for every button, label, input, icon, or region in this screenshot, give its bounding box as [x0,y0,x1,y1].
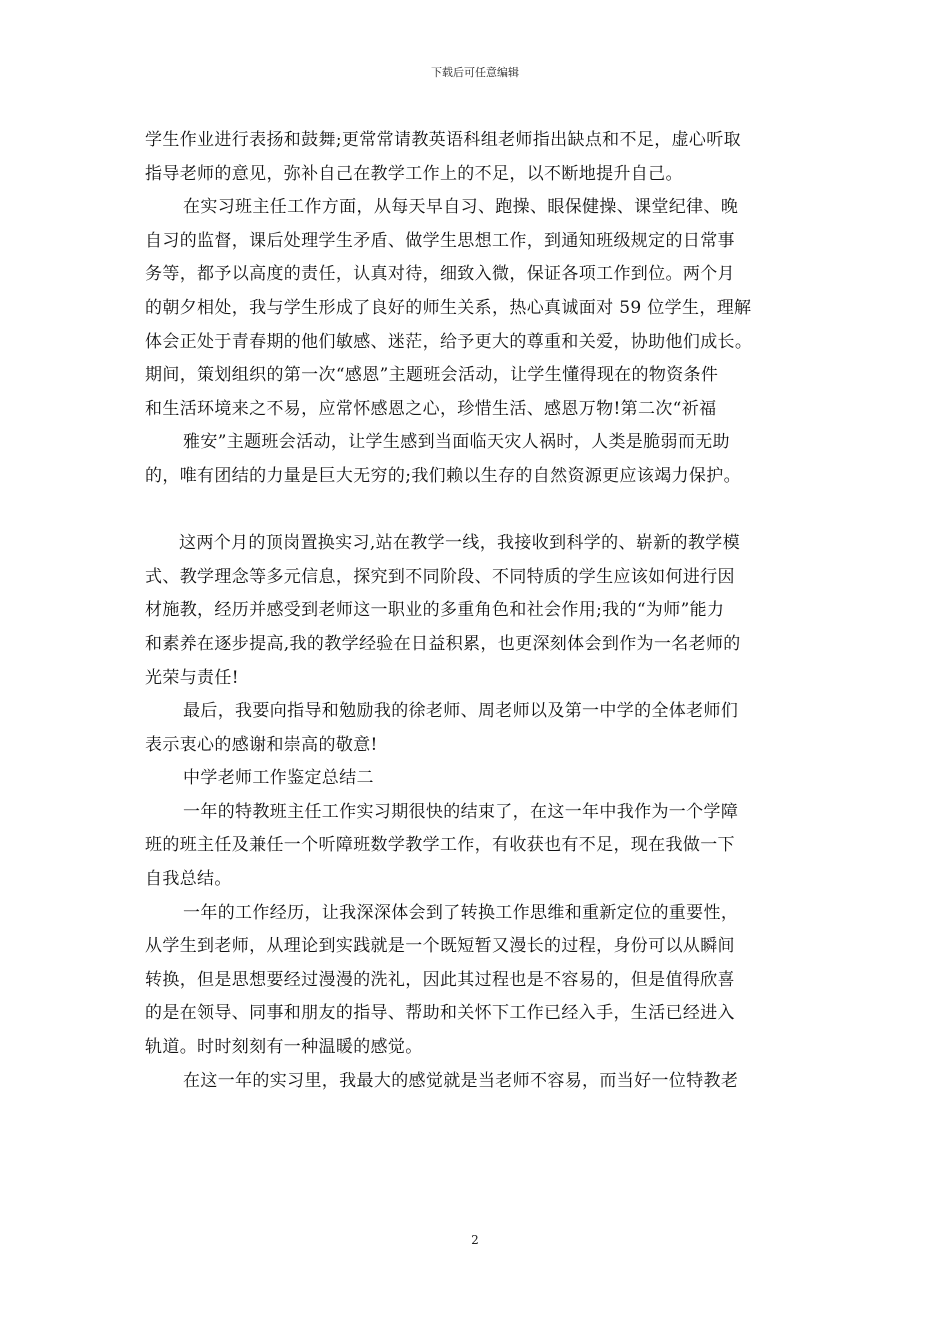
text-line: 的是在领导、同事和朋友的指导、帮助和关怀下工作已经入手，生活已经进入 [145,1003,735,1024]
document-body [145,124,815,1098]
text-line: 和素养在逐步提高,我的教学经验在日益积累，也更深刻体会到作为一名老师的 [145,633,741,654]
text-line: 这两个月的顶岗置换实习,站在教学一线，我接收到科学的、崭新的教学模 [179,533,740,554]
text-line: 务等，都予以高度的责任，认真对待，细致入微，保证各项工作到位。两个月 [145,264,735,285]
page-header: 下载后可任意编辑 [431,66,519,79]
text-line: 从学生到老师，从理论到实践就是一个既短暂又漫长的过程，身份可以从瞬间 [145,936,735,957]
text-line: 的朝夕相处，我与学生形成了良好的师生关系，热心真诚面对 59 位学生，理解 [145,297,752,318]
section-title: 中学老师工作鉴定总结二 [183,768,374,789]
text-line: 学生作业进行表扬和鼓舞;更常常请教英语科组老师指出缺点和不足，虚心听取 [145,130,741,150]
text-line: 班的班主任及兼任一个听障班数学教学工作，有收获也有不足，现在我做一下 [145,835,735,856]
text-line: 转换，但是思想要经过漫漫的洗礼，因此其过程也是不容易的，但是值得欣喜 [145,969,735,990]
text-line: 和生活环境来之不易，应常怀感恩之心，珍惜生活、感恩万物!第二次“祈福 [145,398,717,419]
text-line: 光荣与责任! [145,667,239,688]
text-line: 表示衷心的感谢和崇高的敬意! [145,734,378,755]
text-line: 在这一年的实习里，我最大的感觉就是当老师不容易，而当好一位特教老 [183,1070,739,1091]
text-line: 一年的工作经历，让我深深体会到了转换工作思维和重新定位的重要性， [183,902,739,923]
text-line: 指导老师的意见，弥补自己在教学工作上的不足，以不断地提升自己。 [145,163,683,184]
text-line: 期间，策划组织的第一次“感恩”主题班会活动，让学生懂得现在的物资条件 [145,365,719,386]
text-line: 式、教学理念等多元信息，探究到不同阶段、不同特质的学生应该如何进行因 [145,566,735,587]
text-line: 雅安”主题班会活动，让学生感到当面临天灾人祸时，人类是脆弱而无助 [183,432,730,453]
text-line: 自习的监督，课后处理学生矛盾、做学生思想工作，到通知班级规定的日常事 [145,230,735,251]
text-line: 材施教，经历并感受到老师这一职业的多重角色和社会作用;我的“为师”能力 [145,600,725,621]
text-line: 最后，我要向指导和勉励我的徐老师、周老师以及第一中学的全体老师们 [183,701,739,722]
paragraph-gap [145,494,815,528]
text-line: 体会正处于青春期的他们敏感、迷茫，给予更大的尊重和关爱，协助他们成长。 [145,331,753,352]
text-line: 的，唯有团结的力量是巨大无穷的;我们赖以生存的自然资源更应该竭力保护。 [145,465,741,486]
page-number: 2 [471,1233,479,1247]
text-line: 自我总结。 [145,869,232,890]
text-line: 一年的特教班主任工作实习期很快的结束了，在这一年中我作为一个学障 [183,801,739,822]
text-line: 轨道。时时刻刻有一种温暖的感觉。 [145,1037,423,1058]
text-line: 在实习班主任工作方面，从每天早自习、跑操、眼保健操、课堂纪律、晚 [183,197,739,218]
